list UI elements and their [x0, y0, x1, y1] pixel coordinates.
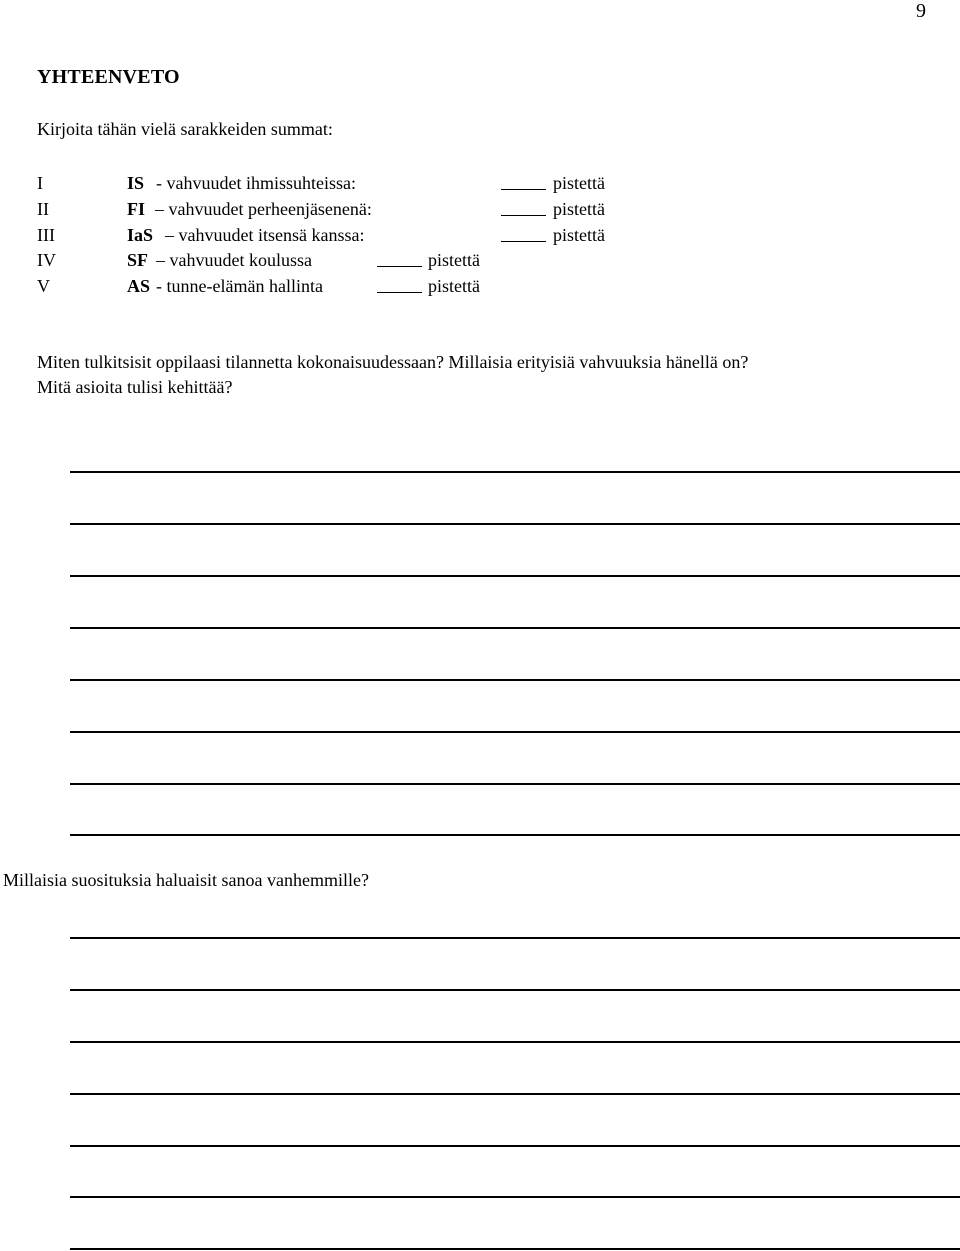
write-line[interactable]	[70, 627, 960, 629]
row-description: – vahvuudet koulussa	[156, 250, 312, 270]
write-line[interactable]	[70, 834, 960, 836]
page-title: YHTEENVETO	[37, 66, 180, 88]
points-label: pistettä	[428, 276, 480, 296]
question-interpretation-line-2: Mitä asioita tulisi kehittää?	[37, 377, 233, 397]
write-line[interactable]	[70, 731, 960, 733]
row-description: – vahvuudet itsensä kanssa:	[165, 225, 365, 245]
row-number: II	[37, 199, 49, 219]
write-line[interactable]	[70, 679, 960, 681]
write-line[interactable]	[70, 1041, 960, 1043]
row-code: IaS	[127, 225, 154, 245]
write-line[interactable]	[70, 989, 960, 991]
points-blank-2[interactable]	[501, 197, 546, 216]
points-blank-4[interactable]	[377, 248, 422, 267]
question-recommendations: Millaisia suosituksia haluaisit sanoa vanhemmille?	[3, 870, 369, 890]
points-blank-3[interactable]	[501, 223, 546, 242]
points-label: pistettä	[553, 199, 605, 219]
row-description: - vahvuudet ihmissuhteissa:	[156, 173, 356, 193]
write-line[interactable]	[70, 471, 960, 473]
intro-text: Kirjoita tähän vielä sarakkeiden summat:	[37, 119, 333, 139]
points-label: pistettä	[553, 225, 605, 245]
row-code: IS	[127, 173, 145, 193]
write-line[interactable]	[70, 523, 960, 525]
row-code: FI	[127, 199, 145, 219]
points-blank-1[interactable]	[501, 171, 546, 190]
row-number: IV	[37, 250, 56, 270]
points-blank-5[interactable]	[377, 274, 422, 293]
question-interpretation-line-1: Miten tulkitsisit oppilaasi tilannetta kokonaisuudessaan? Millaisia erityisiä vahvuuksia hänellä on?	[37, 352, 749, 372]
write-line[interactable]	[70, 1196, 960, 1198]
row-code: SF	[127, 250, 149, 270]
write-line[interactable]	[70, 937, 960, 939]
row-description: – vahvuudet perheenjäsenenä:	[155, 199, 372, 219]
row-number: III	[37, 225, 55, 245]
row-number: V	[37, 276, 50, 296]
question-interpretation	[37, 350, 748, 400]
points-label: pistettä	[553, 173, 605, 193]
row-code: AS	[127, 276, 151, 296]
write-line[interactable]	[70, 783, 960, 785]
points-label: pistettä	[428, 250, 480, 270]
write-line[interactable]	[70, 575, 960, 577]
row-number: I	[37, 173, 43, 193]
row-description: - tunne-elämän hallinta	[156, 276, 323, 296]
write-line[interactable]	[70, 1145, 960, 1147]
write-line[interactable]	[70, 1093, 960, 1095]
write-line[interactable]	[70, 1248, 960, 1250]
page-number: 9	[916, 0, 926, 22]
